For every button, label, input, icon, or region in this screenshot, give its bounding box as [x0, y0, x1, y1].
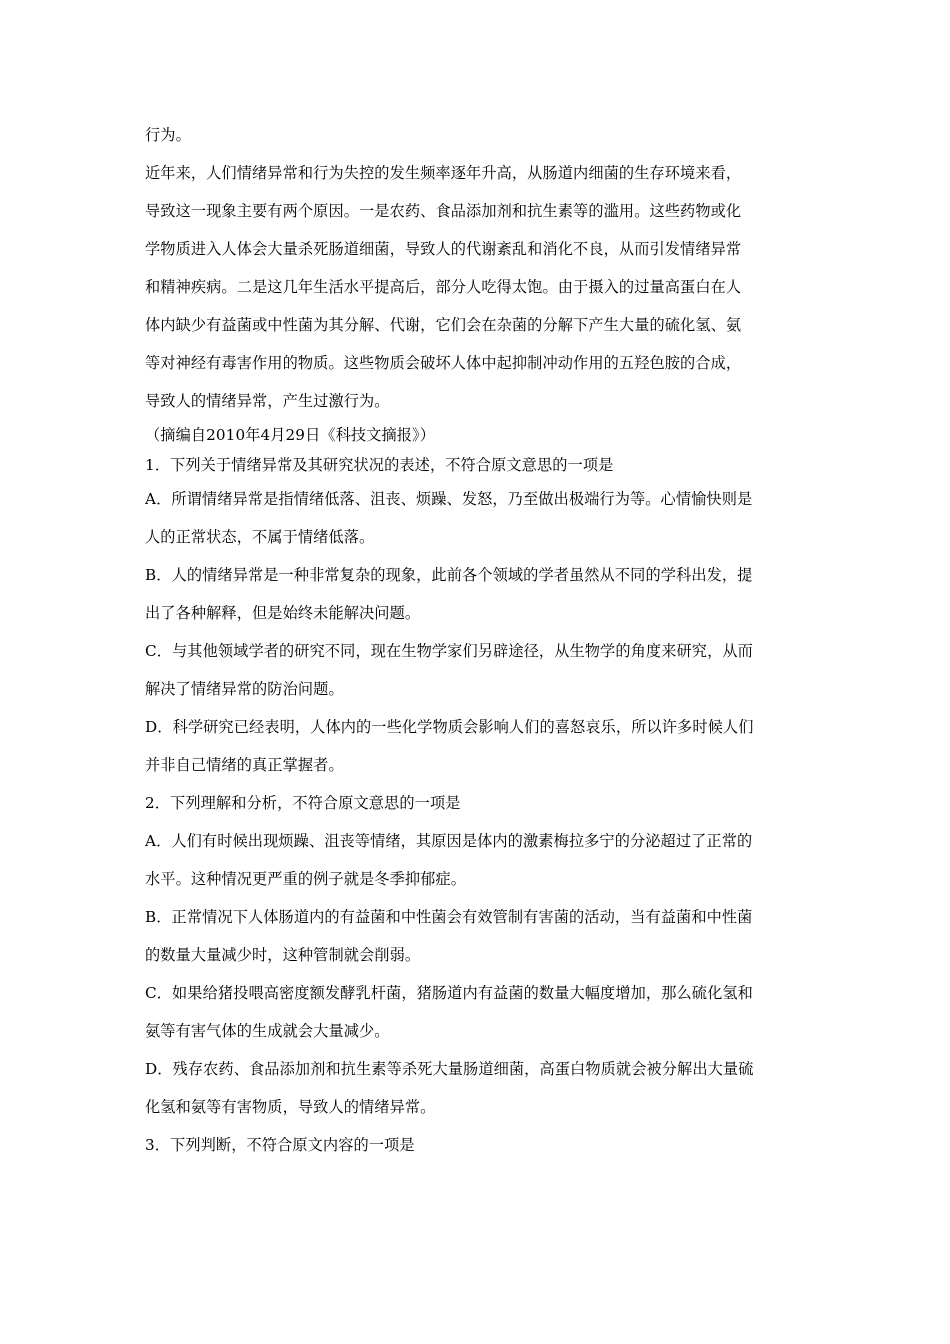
passage-line: 导致人的情绪异常，产生过激行为。 [145, 392, 390, 410]
q1-option-d: D．科学研究已经表明，人体内的一些化学物质会影响人们的喜怒哀乐，所以许多时候人们 [145, 718, 754, 736]
document-page [145, 116, 810, 1164]
q1-option-b-cont: 出了各种解释，但是始终未能解决问题。 [145, 604, 421, 622]
q2-option-c-cont: 氨等有害气体的生成就会大量减少。 [145, 1022, 390, 1040]
q1-option-c: C．与其他领域学者的研究不同，现在生物学家们另辟途径，从生物学的角度来研究，从而 [145, 642, 753, 660]
passage-line: 等对神经有毒害作用的物质。这些物质会破坏人体中起抑制冲动作用的五羟色胺的合成， [145, 354, 742, 372]
source-citation: （摘编自2010年4月29日《科技文摘报》） [145, 426, 436, 444]
question-2-stem: 2．下列理解和分析，不符合原文意思的一项是 [145, 794, 461, 812]
passage-line: 体内缺少有益菌或中性菌为其分解、代谢，它们会在杂菌的分解下产生大量的硫化氢、氨 [145, 316, 742, 334]
q2-option-d: D．残存农药、食品添加剂和抗生素等杀死大量肠道细菌，高蛋白物质就会被分解出大量硫 [145, 1060, 754, 1078]
q2-option-b: B．正常情况下人体肠道内的有益菌和中性菌会有效管制有害菌的活动，当有益菌和中性菌 [145, 908, 753, 926]
q1-option-c-cont: 解决了情绪异常的防治问题。 [145, 680, 344, 698]
q1-option-d-cont: 并非自己情绪的真正掌握者。 [145, 756, 344, 774]
q2-option-c: C．如果给猪投喂高密度额发酵乳杆菌，猪肠道内有益菌的数量大幅度增加，那么硫化氢和 [145, 984, 753, 1002]
passage-line: 学物质进入人体会大量杀死肠道细菌，导致人的代谢紊乱和消化不良，从而引发情绪异常 [145, 240, 742, 258]
q1-option-a: A．所谓情绪异常是指情绪低落、沮丧、烦躁、发怒，乃至做出极端行为等。心情愉快则是 [145, 490, 753, 508]
q1-option-a-cont: 人的正常状态，不属于情绪低落。 [145, 528, 375, 546]
passage-line: 导致这一现象主要有两个原因。一是农药、食品添加剂和抗生素等的滥用。这些药物或化 [145, 202, 742, 220]
q2-option-b-cont: 的数量大量减少时，这种管制就会削弱。 [145, 946, 421, 964]
q1-option-b: B．人的情绪异常是一种非常复杂的现象，此前各个领域的学者虽然从不同的学科出发，提 [145, 566, 753, 584]
passage-line: 和精神疾病。二是这几年生活水平提高后，部分人吃得太饱。由于摄入的过量高蛋白在人 [145, 278, 742, 296]
q2-option-a: A．人们有时候出现烦躁、沮丧等情绪，其原因是体内的激素梅拉多宁的分泌超过了正常的 [145, 832, 753, 850]
question-1-stem: 1．下列关于情绪异常及其研究状况的表述，不符合原文意思的一项是 [145, 456, 614, 474]
q2-option-d-cont: 化氢和氨等有害物质，导致人的情绪异常。 [145, 1098, 436, 1116]
passage-line: 近年来，人们情绪异常和行为失控的发生频率逐年升高，从肠道内细菌的生存环境来看， [145, 164, 742, 182]
passage-line: 行为。 [145, 126, 191, 144]
question-3-stem: 3．下列判断，不符合原文内容的一项是 [145, 1136, 415, 1154]
q2-option-a-cont: 水平。这种情况更严重的例子就是冬季抑郁症。 [145, 870, 467, 888]
